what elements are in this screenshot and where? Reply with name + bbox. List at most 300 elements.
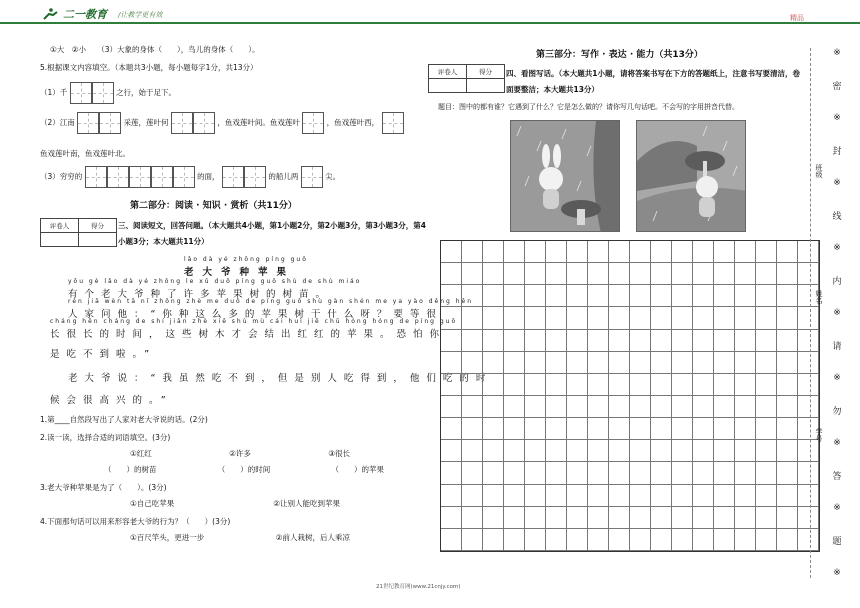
grid-cell[interactable] [546,462,567,484]
q5-2b: 鱼戏莲叶南，鱼戏莲叶北。 [40,149,130,158]
grid-cell[interactable] [483,507,504,529]
grader-cell[interactable] [41,233,79,247]
part3-instructions: 四、看图写话。（本大题共1小题，请将答案书写在下方的答题纸上，注意书写要清洁，卷面要整洁；本大题共13分） [506,69,800,94]
grid-cell[interactable] [609,263,630,285]
grid-cell[interactable] [462,485,483,507]
grid-cell[interactable] [609,307,630,329]
grid-cell[interactable] [504,507,525,529]
seal-char: ※ [833,373,841,383]
grid-cell[interactable] [651,241,672,263]
grid-cell[interactable] [651,440,672,462]
grid-cell[interactable] [630,507,651,529]
grid-cell[interactable] [525,418,546,440]
grid-cell[interactable] [546,485,567,507]
grid-cell[interactable] [672,485,693,507]
answer-box[interactable] [222,166,244,188]
grid-cell[interactable] [567,418,588,440]
side-label-name: 姓名 [815,290,823,304]
grid-cell[interactable] [777,285,798,307]
grid-cell[interactable] [588,285,609,307]
grid-cell[interactable] [609,396,630,418]
grid-cell[interactable] [567,440,588,462]
grid-cell[interactable] [735,507,756,529]
grid-cell[interactable] [483,330,504,352]
grid-cell[interactable] [735,529,756,551]
grid-cell[interactable] [630,241,651,263]
grid-cell[interactable] [672,285,693,307]
grid-cell[interactable] [504,418,525,440]
grid-cell[interactable] [609,529,630,551]
grid-cell[interactable] [462,418,483,440]
grid-cell[interactable] [714,462,735,484]
text-line-3: 长很长的时间，这些树木才会结出红红的苹果。恐怕你 [50,329,447,340]
reading-q3: 3.老大爷种苹果是为了（ ）。(3分) [40,483,167,492]
grid-cell[interactable] [441,462,462,484]
grid-cell[interactable] [693,418,714,440]
grid-cell[interactable] [756,263,777,285]
grid-cell[interactable] [777,307,798,329]
q5-2-text-c: ，鱼戏莲叶间。鱼戏莲叶 [217,118,300,127]
grid-cell[interactable] [777,507,798,529]
option-3: ③很长 [328,449,350,458]
blank-3[interactable]: （ ）的苹果 [331,465,384,474]
grid-cell[interactable] [441,440,462,462]
seal-char: ※ [833,438,841,448]
grid-cell[interactable] [630,529,651,551]
grid-cell[interactable] [441,396,462,418]
grid-cell[interactable] [798,307,819,329]
grid-cell[interactable] [693,396,714,418]
grid-cell[interactable] [483,263,504,285]
seal-char: 线 [832,212,842,222]
score-label: 得分 [79,219,117,233]
grid-cell[interactable] [798,440,819,462]
grid-cell[interactable] [672,396,693,418]
grid-cell[interactable] [525,330,546,352]
grid-cell[interactable] [651,330,672,352]
grid-cell[interactable] [483,396,504,418]
grid-cell[interactable] [714,285,735,307]
grid-cell[interactable] [714,263,735,285]
grid-cell[interactable] [588,507,609,529]
answer-box[interactable] [382,112,404,134]
grid-cell[interactable] [651,462,672,484]
grid-cell[interactable] [483,529,504,551]
grid-cell[interactable] [714,307,735,329]
q5-1 [40,82,176,104]
grid-cell[interactable] [630,485,651,507]
grid-cell[interactable] [651,529,672,551]
grid-cell[interactable] [588,374,609,396]
grid-cell[interactable] [798,241,819,263]
grid-cell[interactable] [735,440,756,462]
grid-cell[interactable] [546,285,567,307]
grid-cell[interactable] [672,418,693,440]
grid-cell[interactable] [462,507,483,529]
grid-cell[interactable] [672,374,693,396]
grid-cell[interactable] [483,285,504,307]
grid-cell[interactable] [441,374,462,396]
grid-cell[interactable] [735,307,756,329]
grid-cell[interactable] [798,330,819,352]
grid-cell[interactable] [462,352,483,374]
score-cell[interactable] [467,79,505,93]
grid-cell[interactable] [567,485,588,507]
grid-cell[interactable] [714,529,735,551]
grid-cell[interactable] [525,396,546,418]
grid-cell[interactable] [693,374,714,396]
grid-cell[interactable] [630,462,651,484]
grid-cell[interactable] [441,307,462,329]
grid-cell[interactable] [525,440,546,462]
answer-box[interactable] [85,166,107,188]
grid-cell[interactable] [588,529,609,551]
grid-cell[interactable] [693,285,714,307]
grid-cell[interactable] [483,307,504,329]
answer-box[interactable] [70,82,92,104]
grid-cell[interactable] [672,462,693,484]
grid-cell[interactable] [462,374,483,396]
grid-cell[interactable] [693,485,714,507]
grid-cell[interactable] [651,374,672,396]
grid-cell[interactable] [567,396,588,418]
answer-box[interactable] [107,166,129,188]
grid-cell[interactable] [693,507,714,529]
grid-cell[interactable] [483,352,504,374]
grid-cell[interactable] [756,307,777,329]
grid-cell[interactable] [735,374,756,396]
grid-cell[interactable] [546,418,567,440]
grid-cell[interactable] [567,529,588,551]
grid-cell[interactable] [441,263,462,285]
grid-cell[interactable] [483,241,504,263]
logo-text: 二一教育 [63,8,107,21]
grid-cell[interactable] [504,529,525,551]
answer-box[interactable] [173,166,195,188]
grid-cell[interactable] [504,396,525,418]
grid-cell[interactable] [756,507,777,529]
grid-cell[interactable] [462,263,483,285]
grid-cell[interactable] [483,485,504,507]
grid-cell[interactable] [756,462,777,484]
option-1: ①百尺竿头，更进一步 [130,533,205,542]
grid-cell[interactable] [777,462,798,484]
grid-cell[interactable] [588,485,609,507]
grid-cell[interactable] [504,462,525,484]
blank-2[interactable]: （ ）的时间 [217,465,271,474]
grid-cell[interactable] [546,440,567,462]
answer-box[interactable] [129,166,151,188]
grid-cell[interactable] [777,352,798,374]
grid-cell[interactable] [714,507,735,529]
grid-cell[interactable] [609,440,630,462]
grid-cell[interactable] [546,396,567,418]
grid-cell[interactable] [441,241,462,263]
grid-cell[interactable] [672,330,693,352]
grid-cell[interactable] [483,462,504,484]
grid-cell[interactable] [630,330,651,352]
grid-cell[interactable] [483,418,504,440]
q5-1-text-b: 之行，始于足下。 [116,88,177,97]
slogan: /让教学更有效 [118,11,163,19]
grid-cell[interactable] [693,462,714,484]
grid-cell[interactable] [756,241,777,263]
grid-cell[interactable] [735,263,756,285]
q5-3-text-b: 的面， [197,172,220,181]
grid-cell[interactable] [504,440,525,462]
grid-cell[interactable] [756,352,777,374]
grid-cell[interactable] [714,396,735,418]
grid-cell[interactable] [504,352,525,374]
grid-cell[interactable] [777,485,798,507]
grid-cell[interactable] [714,485,735,507]
grid-cell[interactable] [735,330,756,352]
grid-cell[interactable] [546,374,567,396]
grid-cell[interactable] [441,418,462,440]
grid-cell[interactable] [588,330,609,352]
header-divider [0,22,860,24]
grid-cell[interactable] [714,352,735,374]
grid-cell[interactable] [651,418,672,440]
answer-box[interactable] [193,112,215,134]
grid-cell[interactable] [693,330,714,352]
grid-cell[interactable] [567,352,588,374]
text-line-2: 人家问他：“你种这么多的苹果树干什么呀？要等很 [68,309,443,320]
grid-cell[interactable] [672,307,693,329]
grid-cell[interactable] [714,418,735,440]
grid-cell[interactable] [609,285,630,307]
grid-cell[interactable] [525,462,546,484]
grid-cell[interactable] [798,396,819,418]
grid-cell[interactable] [567,330,588,352]
grid-cell[interactable] [462,529,483,551]
grid-cell[interactable] [714,374,735,396]
grid-cell[interactable] [651,396,672,418]
answer-box[interactable] [302,112,324,134]
grid-cell[interactable] [672,529,693,551]
grid-cell[interactable] [609,241,630,263]
grid-cell[interactable] [567,307,588,329]
grid-cell[interactable] [735,485,756,507]
grid-cell[interactable] [567,462,588,484]
reading-q1: 1.第____自然段写出了人家对老大爷说的话。(2分) [40,415,208,424]
grid-cell[interactable] [651,507,672,529]
grid-cell[interactable] [525,263,546,285]
grid-cell[interactable] [441,529,462,551]
grid-cell[interactable] [546,507,567,529]
grid-cell[interactable] [546,307,567,329]
grid-cell[interactable] [630,440,651,462]
grid-cell[interactable] [735,396,756,418]
grid-cell[interactable] [630,374,651,396]
grid-cell[interactable] [798,507,819,529]
grid-cell[interactable] [546,263,567,285]
grid-cell[interactable] [735,285,756,307]
grid-cell[interactable] [462,307,483,329]
grid-cell[interactable] [630,307,651,329]
grid-cell[interactable] [672,507,693,529]
grid-cell[interactable] [504,485,525,507]
grid-cell[interactable] [567,263,588,285]
grid-cell[interactable] [693,241,714,263]
grid-cell[interactable] [609,507,630,529]
grid-cell[interactable] [525,485,546,507]
grid-cell[interactable] [504,263,525,285]
grid-cell[interactable] [441,485,462,507]
rabbit-in-rain-illustration [511,121,620,232]
grid-cell[interactable] [672,352,693,374]
grid-cell[interactable] [798,529,819,551]
q5-2-text-a: （2）江南 [40,118,75,127]
grid-cell[interactable] [567,285,588,307]
grid-cell[interactable] [735,418,756,440]
grid-cell[interactable] [693,263,714,285]
grid-cell[interactable] [609,418,630,440]
grid-cell[interactable] [630,396,651,418]
grid-cell[interactable] [462,241,483,263]
grid-cell[interactable] [525,374,546,396]
score-cell[interactable] [79,233,117,247]
grid-cell[interactable] [756,396,777,418]
grid-cell[interactable] [609,374,630,396]
grid-cell[interactable] [588,263,609,285]
answer-box[interactable] [244,166,266,188]
grid-cell[interactable] [756,330,777,352]
grid-cell[interactable] [588,418,609,440]
grid-cell[interactable] [630,263,651,285]
answer-box[interactable] [151,166,173,188]
grid-cell[interactable] [441,285,462,307]
answer-box[interactable] [171,112,193,134]
grid-cell[interactable] [525,307,546,329]
grid-cell[interactable] [672,440,693,462]
grid-cell[interactable] [777,330,798,352]
grid-cell[interactable] [714,330,735,352]
grid-cell[interactable] [693,529,714,551]
grid-cell[interactable] [462,330,483,352]
grid-cell[interactable] [567,241,588,263]
seal-char: 请 [832,342,842,352]
grid-cell[interactable] [525,285,546,307]
answer-box[interactable] [77,112,99,134]
grid-cell[interactable] [714,440,735,462]
grid-cell[interactable] [504,307,525,329]
grid-cell[interactable] [567,507,588,529]
grid-cell[interactable] [483,440,504,462]
grid-cell[interactable] [462,462,483,484]
grid-cell[interactable] [777,241,798,263]
grid-cell[interactable] [651,352,672,374]
grid-cell[interactable] [798,352,819,374]
answer-box[interactable] [99,112,121,134]
grid-cell[interactable] [693,307,714,329]
grid-cell[interactable] [777,374,798,396]
grid-cell[interactable] [756,440,777,462]
grid-cell[interactable] [777,396,798,418]
grid-cell[interactable] [651,263,672,285]
grid-cell[interactable] [609,462,630,484]
q5-title: 5.根据课文内容填空。（本题共3小题，每小题每字1分，共13分） [40,63,258,72]
grid-cell[interactable] [798,374,819,396]
grid-cell[interactable] [462,396,483,418]
grid-cell[interactable] [462,440,483,462]
grid-cell[interactable] [714,241,735,263]
grid-cell[interactable] [546,352,567,374]
grid-cell[interactable] [462,285,483,307]
grid-cell[interactable] [588,307,609,329]
grid-cell[interactable] [777,418,798,440]
grid-cell[interactable] [756,285,777,307]
grid-cell[interactable] [693,352,714,374]
grid-cell[interactable] [609,352,630,374]
grid-cell[interactable] [777,440,798,462]
grid-cell[interactable] [525,352,546,374]
grid-cell[interactable] [546,241,567,263]
grid-cell[interactable] [441,352,462,374]
grid-cell[interactable] [588,396,609,418]
answer-box[interactable] [92,82,114,104]
grader-cell[interactable] [429,79,467,93]
grid-cell[interactable] [504,285,525,307]
grid-cell[interactable] [609,330,630,352]
grid-cell[interactable] [546,330,567,352]
grid-cell[interactable] [735,241,756,263]
grid-cell[interactable] [609,485,630,507]
grid-cell[interactable] [798,485,819,507]
grid-cell[interactable] [651,285,672,307]
grid-cell[interactable] [756,485,777,507]
part2-title: 第二部分：阅读 · 知识 · 赏析（共11分） [130,201,297,211]
grid-cell[interactable] [777,263,798,285]
grid-cell[interactable] [735,462,756,484]
blank-1[interactable]: （ ）的树苗 [104,465,157,474]
answer-box[interactable] [301,166,323,188]
grid-cell[interactable] [546,529,567,551]
grid-cell[interactable] [735,352,756,374]
grid-cell[interactable] [693,440,714,462]
grid-cell[interactable] [588,241,609,263]
grid-cell[interactable] [651,485,672,507]
q5-3-text-d: 尖。 [325,172,341,181]
grid-cell[interactable] [672,241,693,263]
grid-cell[interactable] [588,352,609,374]
grid-cell[interactable] [756,374,777,396]
grid-cell[interactable] [798,462,819,484]
grid-cell[interactable] [651,307,672,329]
grid-cell[interactable] [441,330,462,352]
grid-cell[interactable] [504,374,525,396]
grid-cell[interactable] [588,440,609,462]
grid-cell[interactable] [630,352,651,374]
grid-cell[interactable] [441,507,462,529]
grid-cell[interactable] [777,529,798,551]
grid-cell[interactable] [504,241,525,263]
grid-cell[interactable] [630,418,651,440]
grid-cell[interactable] [483,374,504,396]
grid-cell[interactable] [630,285,651,307]
grid-cell[interactable] [525,507,546,529]
grid-cell[interactable] [588,462,609,484]
grid-cell[interactable] [798,263,819,285]
writing-answer-grid[interactable] [440,240,820,552]
grid-cell[interactable] [756,529,777,551]
grid-cell[interactable] [567,374,588,396]
grid-cell[interactable] [525,241,546,263]
grid-cell[interactable] [525,529,546,551]
grid-cell[interactable] [756,418,777,440]
grid-cell[interactable] [672,263,693,285]
grid-cell[interactable] [504,330,525,352]
